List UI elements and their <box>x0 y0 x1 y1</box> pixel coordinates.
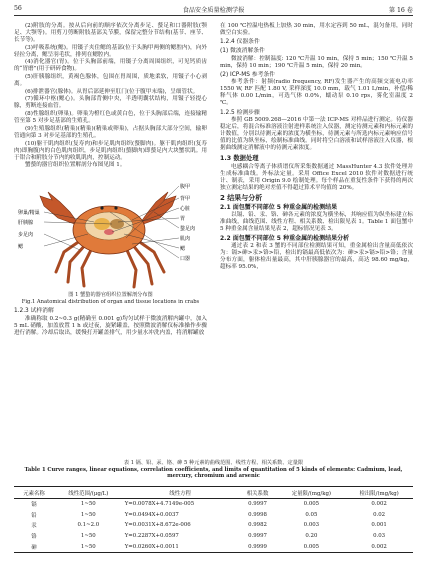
section-heading: 1.2.4 仪器条件 <box>220 39 260 46</box>
section-heading: 1.2.5 检测步骤 <box>220 109 260 116</box>
figure-label: 步足肉 <box>18 232 34 239</box>
table-cell: 0.9999 <box>238 541 278 552</box>
figure-caption <box>14 292 207 305</box>
table-cell: 汞 <box>31 523 37 530</box>
table-cell: 0.02 <box>373 511 386 518</box>
results-table <box>14 486 413 553</box>
table-cell: 0.003 <box>303 522 320 529</box>
hepatopancreas-organ <box>110 219 124 229</box>
table-cell: 1~50 <box>54 541 123 552</box>
table-caption <box>14 460 413 480</box>
table-row <box>14 531 413 542</box>
section-heading: 2 结果与分析 <box>220 194 263 203</box>
table-cell: Y=0.0031X+8.672e-006 <box>124 522 191 529</box>
paragraph: (7)循环中枢(鳃心)。头胸部背侧中央，半透明囊状结构，用镊子轻提心腺，剪断连接血管。 <box>14 96 207 110</box>
table-cell: 铅 <box>31 512 37 519</box>
crab-eye <box>114 207 117 210</box>
section-heading: 1.3 数据处理 <box>220 155 259 163</box>
table-cell: Y=0.2287X+0.0597 <box>124 533 179 540</box>
right-column <box>220 23 413 272</box>
figure-caption-cn: 图 1 蟹螯的器官组织位置解剖分布图 <box>68 292 153 299</box>
figure-label: 肝胰腺 <box>18 220 34 227</box>
table-cell: Y=0.0078X+4.7149e-005 <box>124 501 195 508</box>
column-header: 相关系数 <box>238 487 278 499</box>
header-rule <box>14 15 413 16</box>
table-cell: 1~50 <box>80 501 96 508</box>
section-heading: 2.1 面包蟹不同部位 5 种重金属的检测结果 <box>220 204 338 212</box>
left-column <box>14 23 207 338</box>
table-cell: 0.20 <box>305 533 318 540</box>
subsection-heading: (1) 微波消解条件 <box>220 48 265 55</box>
table-cell: 0.03 <box>373 533 386 540</box>
section-heading: 1.2.3 试样消解 <box>14 308 54 315</box>
table-cell: 砷 <box>14 541 54 552</box>
paragraph: 参考条件：射频(radio frequency, RF)发生器产生的高频交流电功率 1550 W, RF 匹配 1.80 V, 采样深度 10.0 mm，载气 1.01 L/min，补偿/稀释气体 0.00 L/min，可选气体 0.0%，蠕动泵 0.10 rps，雾化室温度 2 ℃。 <box>220 79 413 107</box>
paragraph: (8)性腺组织(卵巢)。卵巢为橙红色或黄白色，位于头胸部后端，连接输精管至第 5 对步足基部的生殖孔。 <box>14 111 207 125</box>
figure-label: 心脏 <box>180 206 191 213</box>
table-cell: 0.002 <box>345 541 413 552</box>
figure-label: 腹甲 <box>180 184 191 191</box>
table-caption-en: Table 1 Curve ranges, linear equations, correlation coefficients, and limits of quantitation of 5 kinds of elements: Cadmium, lead, mercury, chromium and arsenic <box>24 466 403 480</box>
table-cell: 0.9997 <box>248 501 267 508</box>
paragraph: 微波消解：控制温度: 120 ℃升温 10 min，保持 5 min；150 ℃升温 5 min，保持 10 min；190 ℃升温 5 min，保持 20 min。 <box>220 55 413 69</box>
table-row <box>14 520 413 531</box>
figure-label: 肌肉 <box>180 236 191 243</box>
table-cell: 0.9998 <box>248 511 267 518</box>
running-header <box>14 5 413 15</box>
column-header: 线性范围/(μg/L) <box>54 487 123 499</box>
paragraph: 通过表 2 和表 3 蟹的不同部位检测结果可知，重金属检出含量高低依次为：镉>砷>汞>铬>铅，检出的镉最高低依次为：砷>汞>镉>铅>铬；含量分布方面，躯体检出量最高，其中肝胰腺器官的最高，高达 98.60 mg/kg，超标率 95.0%， <box>220 243 413 271</box>
column-header: 定量限/(mg/kg) <box>278 487 346 499</box>
table-cell: 0.005 <box>278 541 346 552</box>
table-cell: 0.1~2.0 <box>77 522 100 529</box>
figure-label: 鳃 <box>18 244 24 251</box>
paragraph: 蟹螯的器官组织位置解剖分布图见图 1。 <box>25 162 126 169</box>
subsection-heading: (2) ICP-MS 参考条件 <box>220 71 275 78</box>
paragraph: 参照 GB 5009.268—2016 中第一法 ICP-MS 对样品进行测定。待仪器稳定后，将混合标准溶液注射进样系统注入仪器，测定待测元素和内标元素的计数值，分别以待测元素的浓度为横坐标，待测元素与所选内标元素响应信号值的比值为纵坐标，绘制标准曲线。同时将空白溶液和试样溶液注入仪器，根据曲线测定消解液中的待测元素浓度。 <box>220 117 413 152</box>
figure-label: 鳃 <box>180 246 186 253</box>
paragraph: (10)躯干肌肉组织(复寿肉)和步足肌肉组织(螯脚肉)。躯干肌肉组织(复寿肉)即胸腹内的白色肌肉组织，步足肌肉组织(螯脚肉)即螯足内大块蟹状肌。用于钳合和附肢分节内的收肌肌肉，控制运动。 <box>14 140 207 161</box>
table-header-row <box>14 487 413 499</box>
figure-label: 胃 <box>180 216 186 223</box>
volume-label: 第 16 卷 <box>388 7 413 14</box>
paragraph: (2)附肢的分离。按从后向前的顺序依次分离步足、螯足和口器附肢(颚足、大颚等)。用剪刀剪断附肢基部关节膜，保留完整分节结构(基节、座节、长节等)。 <box>14 23 207 44</box>
column-header: 检出限/(mg/kg) <box>345 487 413 499</box>
table-cell: 镉 <box>31 502 37 509</box>
figure-label: 卵巢/精巢 <box>18 210 40 217</box>
paragraph: (6)排泄器官(腺体)。从胃后部延伸至肛门(位于腹甲末端)，呈细管状。 <box>25 88 199 95</box>
paragraph: 以镉、铅、汞、铬、砷各元素的浓度为横坐标，其响应值为纵坐标建立标准曲线，曲线范围、线性方程、相关系数、检出限见表 1。Table 1 面包蟹中 5 种重金属含量结果见表 2，超标情况见表 3。 <box>220 212 413 233</box>
table-cell: 0.005 <box>303 501 320 508</box>
figure-label: 口器 <box>180 256 191 263</box>
journal-name: 食品安全质量检测学报 <box>182 7 245 14</box>
paragraph: (5)肝胰腺组织，黄褐色腺体，包围在胃周围，质地柔软，用镊子小心剥离。 <box>14 74 207 88</box>
page-number: 56 <box>14 5 22 12</box>
paragraph: (9)生殖腺组织(精巢)(精巢)(精巢或卵巢)，占据头胸部大部分空间，输卵管通向第 3 对步足基部的生殖孔。 <box>14 125 207 139</box>
column-header: 线性方程 <box>123 487 238 499</box>
paragraph: (3)呼吸系统(鳃)。用镊子夹住鳃的基部(位于头胸甲两侧的鳃腔内)，向外轻拉分离，鳃呈羽毛状，排列在鳃腔内。 <box>14 44 207 58</box>
paragraph: 准确称取 0.2~0.3 g(精确至 0.001 g)均匀试样于微波消解内罐中，加入 5 mL 硝酸，加盖放置 1 h 或过夜，旋紧罐盖，按照微波消解仪标准操作步骤进行消解。冷却后取出，缓慢打开罐盖排气，用少量水冲洗内盖，将消解罐放 <box>14 316 207 337</box>
table-cell: 0.05 <box>305 511 318 518</box>
crab-anatomy-figure <box>14 172 207 290</box>
section-heading: 2.2 面包蟹不同部位 5 种重金属的检测结果分析 <box>220 235 350 243</box>
table-cell: 0.9982 <box>248 522 267 529</box>
crab-illustration <box>14 172 207 290</box>
table-cell: Y=0.0260X+0.0011 <box>123 541 238 552</box>
table-caption-cn: 表 1 镉、铅、汞、铬、砷 5 种元素的曲线范围、线性方程、相关系数、定量限 <box>123 460 304 466</box>
table-cell: 0.9997 <box>248 533 267 540</box>
table-row <box>14 541 413 552</box>
table-cell: 铬 <box>31 534 37 541</box>
table-cell: 1~50 <box>80 533 96 540</box>
figure-label: 螯足肉 <box>180 226 196 233</box>
paragraph: (4)消化器官(胃)。位于头胸部前端，用镊子分离周围组织，可见钙质齿的“胃磨”(用于研碎食物)。 <box>14 59 207 73</box>
table-row <box>14 510 413 521</box>
figure-label: 背甲 <box>180 196 191 203</box>
table-cell: 1~50 <box>80 511 96 518</box>
crab-eye <box>100 207 103 210</box>
table-row <box>14 499 413 510</box>
paragraph: 在 100 ℃控温电热板上加热 30 min，用水定容到 50 mL，混匀备用，同时做空白实验。 <box>220 23 413 37</box>
table-cell: 0.002 <box>371 501 387 508</box>
table-cell: Y=0.0494X+0.0037 <box>124 511 179 518</box>
paragraph: 电感耦合等离子体质谱仪所采集数据通过 MassHunter 4.3 软件处理并生成标准曲线。外标法定量。采用 Office Excel 2010 软件对数据进行统计、制表，采用 Origin 9.0 绘制处理。每个样品在重复性条件下获得的两次独立测定结果的绝对差值不得超过算术平均值的 20%。 <box>220 163 413 191</box>
column-header: 元素名称 <box>14 487 54 499</box>
figure-caption-en: Fig.1 Anatomical distribution of organ and tissue locations in crabs <box>21 298 200 305</box>
table-cell: 0.001 <box>371 522 387 529</box>
